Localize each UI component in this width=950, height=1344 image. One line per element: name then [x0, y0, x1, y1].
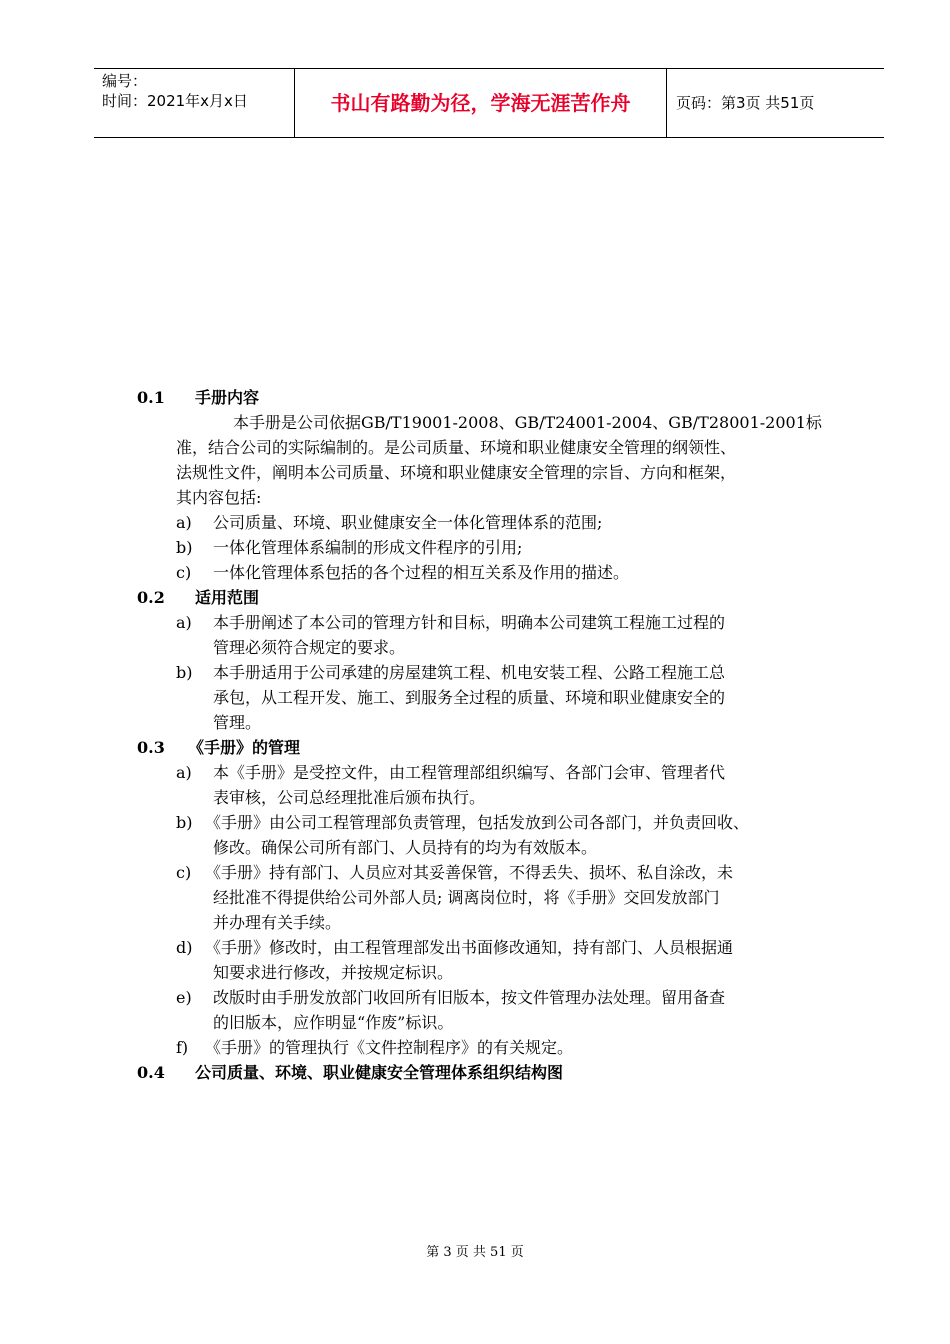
list-item-continuation: 表审核，公司总经理批准后颁布执行。	[213, 788, 486, 807]
document-number-label: 编号：	[102, 72, 148, 90]
list-item: 《手册》的管理执行《文件控制程序》的有关规定。	[205, 1038, 574, 1057]
list-marker: b)	[176, 663, 193, 682]
section-number: 0.3	[137, 738, 165, 757]
section-title: 手册内容	[195, 388, 260, 407]
list-item: 《手册》持有部门、人员应对其妥善保管，不得丢失、损坏、私自涂改，未	[205, 863, 734, 882]
document-header	[94, 68, 884, 138]
paragraph-line: 法规性文件，阐明本公司质量、环境和职业健康安全管理的宗旨、方向和框架，	[176, 463, 737, 482]
section-number: 0.2	[137, 588, 165, 607]
list-item: 本手册适用于公司承建的房屋建筑工程、机电安装工程、公路工程施工总	[213, 663, 726, 682]
list-marker: e)	[176, 988, 192, 1007]
list-item-continuation: 经批准不得提供给公司外部人员; 调离岗位时，将《手册》交回发放部门	[213, 888, 720, 907]
list-item-continuation: 承包，从工程开发、施工、到服务全过程的质量、环境和职业健康安全的	[213, 688, 726, 707]
paragraph-line: 准，结合公司的实际编制的。是公司质量、环境和职业健康安全管理的纲领性、	[176, 438, 737, 457]
section-number: 0.4	[137, 1063, 165, 1082]
list-marker: d)	[176, 938, 193, 957]
list-item-continuation: 的旧版本，应作明显“作废”标识。	[213, 1013, 454, 1032]
list-item-continuation: 并办理有关手续。	[213, 913, 342, 932]
header-divider	[666, 69, 667, 137]
section-title: 公司质量、环境、职业健康安全管理体系组织结构图	[195, 1063, 564, 1082]
list-item: 一体化管理体系包括的各个过程的相互关系及作用的描述。	[213, 563, 630, 582]
list-item-continuation: 管理必须符合规定的要求。	[213, 638, 406, 657]
list-item-continuation: 知要求进行修改，并按规定标识。	[213, 963, 454, 982]
list-marker: a)	[176, 513, 192, 532]
list-marker: a)	[176, 763, 192, 782]
list-marker: f)	[176, 1038, 189, 1057]
list-item: 一体化管理体系编制的形成文件程序的引用;	[213, 538, 523, 557]
section-number: 0.1	[137, 388, 165, 407]
page-footer: 第 3 页 共 51 页	[426, 1245, 524, 1260]
paragraph-line: 本手册是公司依据GB/T19001-2008、GB/T24001-2004、GB/T28001-2001标	[233, 413, 822, 432]
section-title: 《手册》的管理	[188, 738, 301, 757]
list-item: 改版时由手册发放部门收回所有旧版本，按文件管理办法处理。留用备查	[213, 988, 726, 1007]
list-item: 《手册》修改时，由工程管理部发出书面修改通知，持有部门、人员根据通	[205, 938, 734, 957]
header-page-info: 页码：第3页 共51页	[676, 94, 815, 112]
paragraph-line: 其内容包括:	[176, 488, 262, 507]
list-item: 《手册》由公司工程管理部负责管理，包括发放到公司各部门，并负责回收、	[205, 813, 750, 832]
section-title: 适用范围	[195, 588, 260, 607]
document-time-label: 时间：2021年x月x日	[102, 92, 248, 110]
list-item: 本手册阐述了本公司的管理方针和目标，明确本公司建筑工程施工过程的	[213, 613, 726, 632]
list-item-continuation: 修改。确保公司所有部门、人员持有的均为有效版本。	[213, 838, 598, 857]
list-marker: b)	[176, 813, 193, 832]
list-marker: b)	[176, 538, 193, 557]
list-marker: c)	[176, 563, 192, 582]
header-meta-cell	[94, 69, 294, 137]
list-item: 公司质量、环境、职业健康安全一体化管理体系的范围;	[213, 513, 603, 532]
header-motto: 书山有路勤为径，学海无涯苦作舟	[330, 91, 631, 115]
list-item-continuation: 管理。	[213, 713, 262, 732]
list-marker: a)	[176, 613, 192, 632]
list-item: 本《手册》是受控文件，由工程管理部组织编写、各部门会审、管理者代	[213, 763, 726, 782]
list-marker: c)	[176, 863, 192, 882]
